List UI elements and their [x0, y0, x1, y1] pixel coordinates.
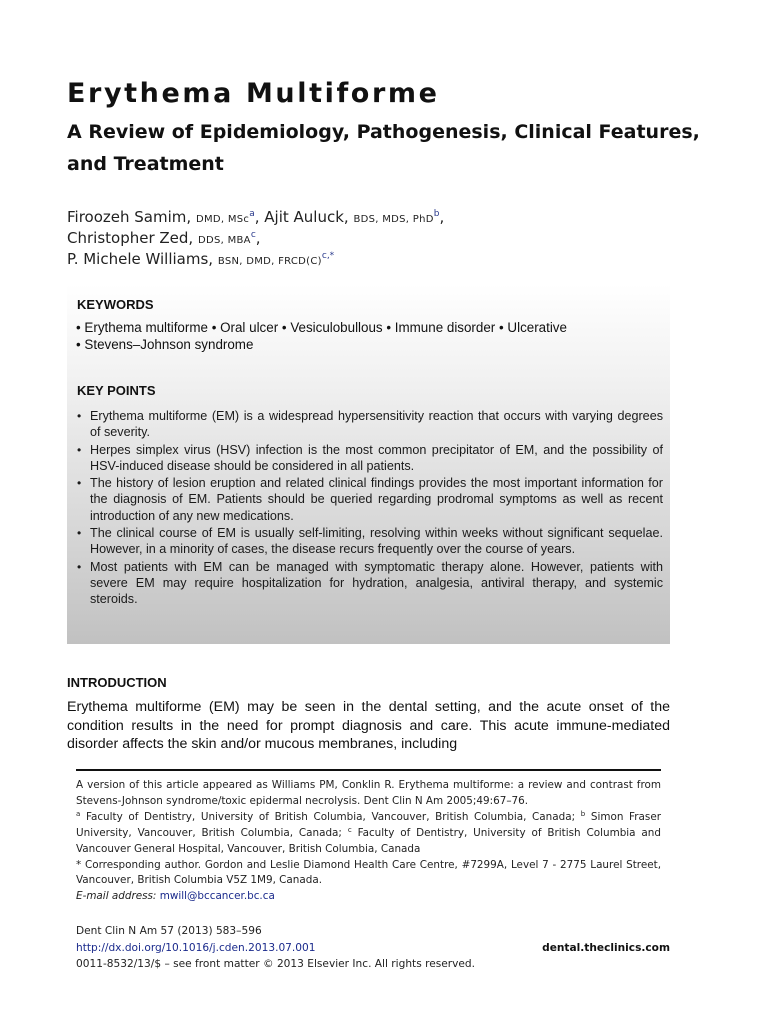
affiliation-mark[interactable]: a	[249, 209, 255, 219]
key-point-item: • The clinical course of EM is usually self-limiting, resolving within weeks without significant sequelae. However, in a minority of cases, the disease recurs frequently over the course of years.	[75, 525, 663, 558]
keyword-item: • Stevens–Johnson syndrome	[76, 337, 254, 352]
author-line	[67, 229, 707, 250]
keyword-item: • Immune disorder	[386, 320, 496, 335]
corresponding-author-note: * Corresponding author. Gordon and Leslie Diamond Health Care Centre, #7299A, Level 7 - 2775 Laurel Street, Vancouver, British Columbia V5Z 1M9, Canada.	[76, 858, 661, 887]
author-separator: ,	[254, 208, 260, 226]
journal-website[interactable]: dental.theclinics.com	[542, 941, 670, 954]
email-link[interactable]: mwill@bccancer.bc.ca	[159, 890, 275, 903]
key-points-list	[75, 408, 663, 609]
author-name: Ajit Auluck,	[264, 208, 349, 226]
affiliation-mark[interactable]: c,*	[321, 251, 335, 261]
author-name: P. Michele Williams,	[67, 250, 214, 268]
introduction-heading: INTRODUCTION	[67, 675, 167, 690]
copyright-line: 0011-8532/13/$ – see front matter © 2013 Elsevier Inc. All rights reserved.	[76, 958, 475, 970]
footnote-divider	[76, 769, 661, 771]
author-credentials: BDS, MDS, PhD	[353, 214, 434, 225]
introduction-paragraph: Erythema multiforme (EM) may be seen in the dental setting, and the acute onset of the condition results in the need for prompt diagnosis and care. This acute immune-mediated disorder affects the skin and/or mucous membranes, including	[67, 699, 670, 752]
email-label: E-mail address:	[76, 890, 157, 903]
key-points-heading: KEY POINTS	[77, 383, 156, 398]
prior-version-note: A version of this article appeared as Williams PM, Conklin R. Erythema multiforme: a review and contrast from Stevens-Johnson syndrome/toxic epidermal necrolysis. Dent Clin N Am 2005;49:67–76.	[76, 779, 661, 807]
keywords-keypoints-box	[67, 284, 670, 644]
keywords-list	[76, 319, 666, 353]
affiliation-mark[interactable]: b	[433, 209, 440, 219]
author-line	[67, 208, 707, 229]
author-separator: ,	[439, 208, 445, 226]
author-credentials: DDS, MBA	[197, 235, 251, 246]
key-point-item: • The history of lesion eruption and related clinical findings provides the most important information for the diagnosis of EM. Patients should be queried regarding prodromal symptoms as well as recent introduction of any new medications.	[75, 475, 663, 524]
affiliations-note: $^a$ Faculty of Dentistry, University of British Columbia, Vancouver, British Columbia, Canada; $^b$ Simon Fraser University, Vancouver, British Columbia, Canada; $^c$ Faculty of Dentistry, University of British Columbia and Vancouver General Hospital, Vancouver, British Columbia, Canada	[76, 809, 661, 855]
journal-info	[76, 923, 670, 973]
key-point-item: • Most patients with EM can be managed with symptomatic therapy alone. However, patients with severe EM may require hospitalization for hydration, analgesia, antiviral therapy, and systemic steroids.	[75, 559, 663, 608]
doi-link[interactable]: http://dx.doi.org/10.1016/j.cden.2013.07.001	[76, 941, 316, 954]
article-title: Erythema Multiforme	[67, 78, 440, 109]
key-point-item: • Herpes simplex virus (HSV) infection is the most common precipitator of EM, and the possibility of HSV-induced disease should be considered in all patients.	[75, 442, 663, 475]
author-name: Firoozeh Samim,	[67, 208, 192, 226]
keyword-item: • Oral ulcer	[211, 320, 279, 335]
keyword-item: • Erythema multiforme	[76, 320, 208, 335]
author-separator: ,	[255, 229, 261, 247]
key-point-item: • Erythema multiforme (EM) is a widespread hypersensitivity reaction that occurs with varying degrees of severity.	[75, 408, 663, 441]
journal-citation: Dent Clin N Am 57 (2013) 583–596	[76, 925, 262, 937]
author-credentials: BSN, DMD, FRCD(C)	[217, 256, 322, 267]
author-credentials: DMD, MSc	[195, 214, 250, 225]
affiliation-mark[interactable]: c	[250, 230, 256, 240]
author-name: Christopher Zed,	[67, 229, 194, 247]
email-line	[76, 889, 661, 905]
footnotes	[76, 778, 661, 905]
keyword-item: • Ulcerative	[499, 320, 567, 335]
author-line	[67, 250, 707, 271]
article-subtitle: A Review of Epidemiology, Pathogenesis, Clinical Features, and Treatment	[67, 121, 700, 175]
author-list	[67, 208, 707, 271]
keywords-heading: KEYWORDS	[77, 297, 154, 312]
keyword-item: • Vesiculobullous	[281, 320, 383, 335]
